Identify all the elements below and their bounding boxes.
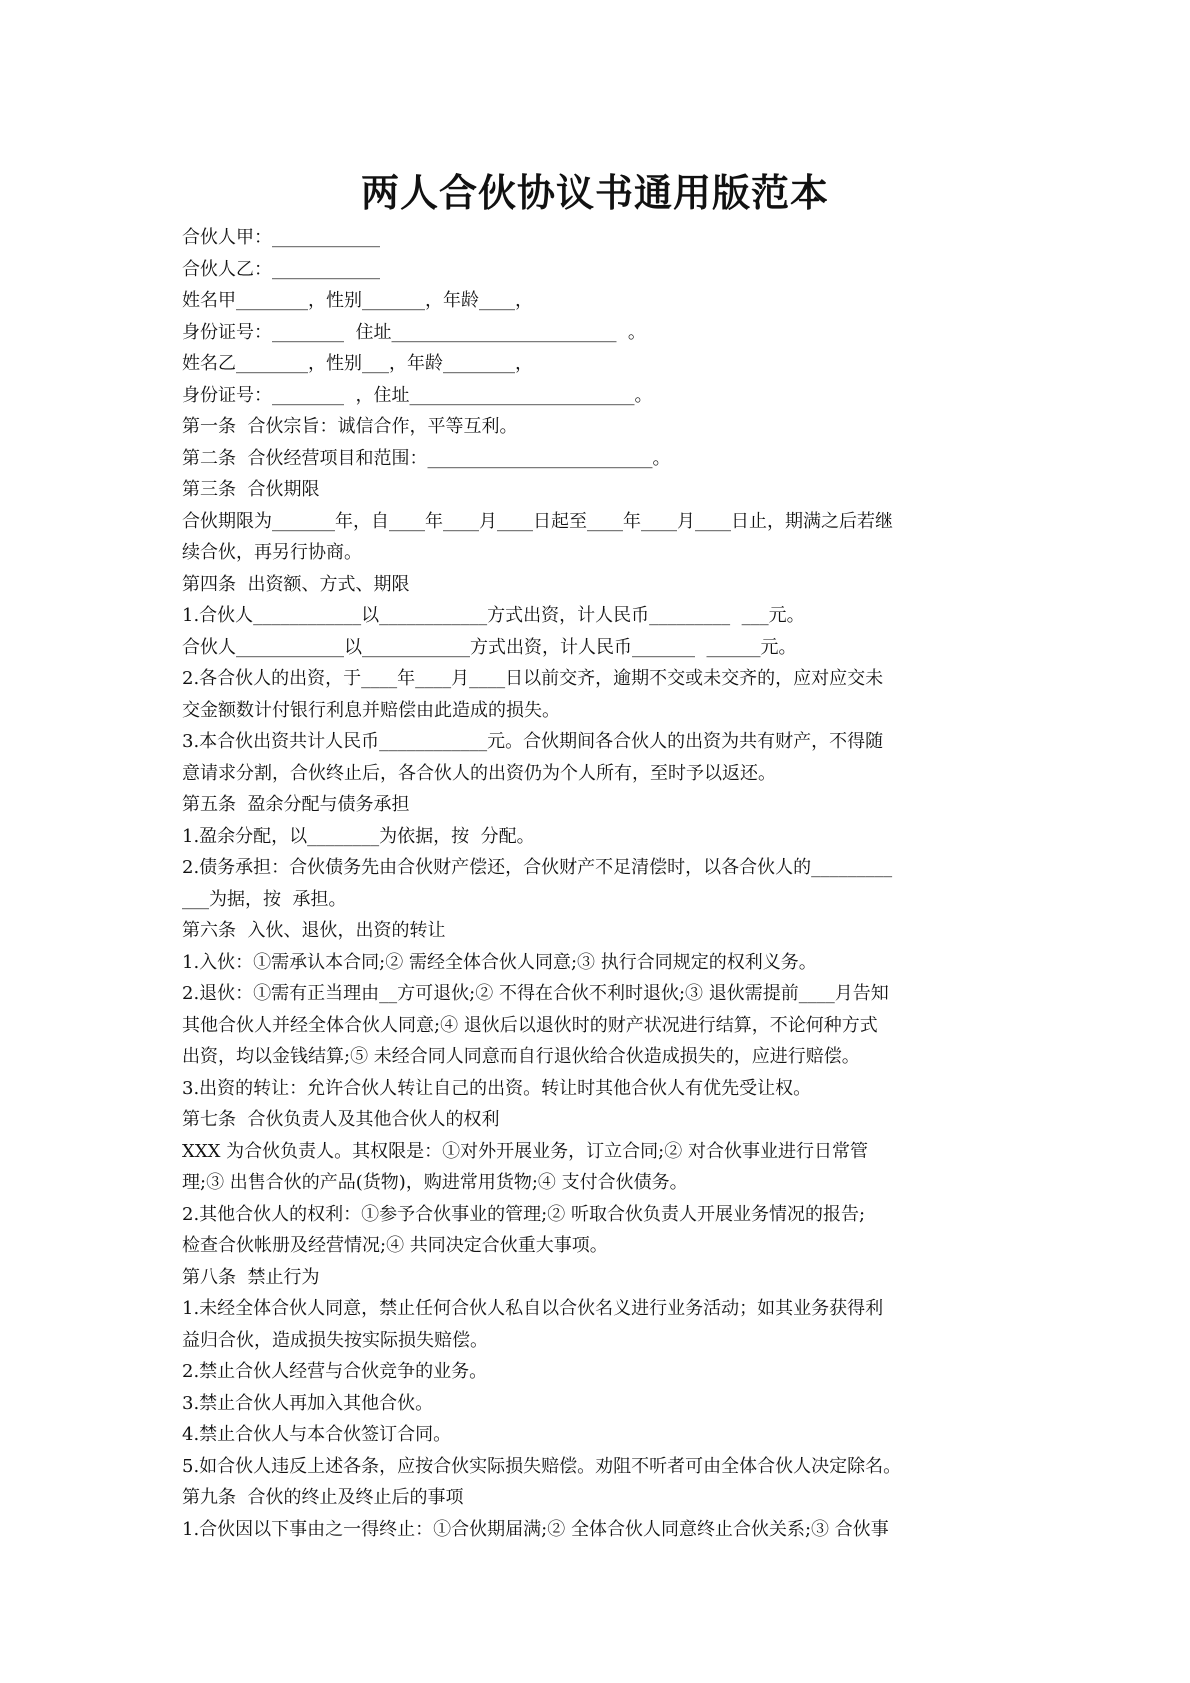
document-line: 合伙人甲：____________ <box>182 227 380 248</box>
document-line: XXX 为合伙负责人。其权限是：①对外开展业务，订立合同;② 对合伙事业进行日常管 <box>182 1140 868 1162</box>
document-line: 4.禁止合伙人与本合伙签订合同。 <box>182 1424 452 1445</box>
document-line: 姓名甲________，性别_______，年龄____， <box>182 290 533 311</box>
document-line: 2.各合伙人的出资，于____年____月____日以前交齐，逾期不交或未交齐的，应对应交未 <box>182 668 884 689</box>
document-line: 合伙人乙：____________ <box>182 258 380 280</box>
document-line: 第九条 合伙的终止及终止后的事项 <box>182 1487 464 1508</box>
document-line: 1.未经全体合伙人同意，禁止任何合伙人私自以合伙名义进行业务活动；如其业务获得利 <box>182 1298 884 1319</box>
document-line: 第三条 合伙期限 <box>182 479 320 500</box>
document-line: 1.合伙因以下事由之一得终止：①合伙期届满;② 全体合伙人同意终止合伙关系;③ 合伙事 <box>182 1518 889 1540</box>
document-line: 第一条 合伙宗旨：诚信合作，平等互利。 <box>182 416 518 437</box>
document-line: 第八条 禁止行为 <box>182 1266 320 1288</box>
document-title: 两人合伙协议书通用版范本 <box>360 171 829 215</box>
document-line: 姓名乙________，性别___，年龄________， <box>182 353 533 374</box>
document-line: 合伙期限为_______年，自____年____月____日起至____年____月____日止，期满之后若继 <box>182 510 893 532</box>
document-line: 交金额数计付银行利息并赔偿由此造成的损失。 <box>182 699 560 721</box>
document-line: 1.盈余分配，以________为依据，按 分配。 <box>182 825 535 847</box>
document-line: ___为据，按 承担。 <box>182 888 347 910</box>
document-line: 2.退伙：①需有正当理由__方可退伙;② 不得在合伙不利时退伙;③ 退伙需提前____月告知 <box>182 983 889 1004</box>
document-line: 身份证号：________ 住址_________________________ 。 <box>182 321 646 343</box>
document-line: 3.本合伙出资共计人民币____________元。合伙期间各合伙人的出资为共有财产，不得随 <box>182 731 884 752</box>
document-line: 2.禁止合伙人经营与合伙竞争的业务。 <box>182 1361 488 1382</box>
document-line: 第四条 出资额、方式、期限 <box>182 573 410 595</box>
document-line: 第五条 盈余分配与债务承担 <box>182 794 410 815</box>
document-line: 第七条 合伙负责人及其他合伙人的权利 <box>182 1109 500 1130</box>
document-line: 出资，均以金钱结算;⑤ 未经合同人同意而自行退伙给合伙造成损失的，应进行赔偿。 <box>182 1046 860 1067</box>
document-line: 身份证号：________ ，住址_________________________。 <box>182 384 653 406</box>
document-line: 合伙人____________以____________方式出资，计人民币_______ ______元。 <box>182 636 797 658</box>
document-line: 其他合伙人并经全体合伙人同意;④ 退伙后以退伙时的财产状况进行结算，不论何种方式 <box>182 1014 878 1036</box>
document-line: 意请求分割，合伙终止后，各合伙人的出资仍为个人所有，至时予以返还。 <box>182 762 776 784</box>
document-line: 3.禁止合伙人再加入其他合伙。 <box>182 1392 434 1414</box>
document-line: 检查合伙帐册及经营情况;④ 共同决定合伙重大事项。 <box>182 1235 608 1256</box>
document-line: 续合伙，再另行协商。 <box>182 542 362 563</box>
document-line: 2.债务承担：合伙债务先由合伙财产偿还，合伙财产不足清偿时，以各合伙人的_________ <box>182 857 893 878</box>
document-line: 第六条 入伙、退伙，出资的转让 <box>182 920 446 941</box>
document-line: 3.出资的转让：允许合伙人转让自己的出资。转让时其他合伙人有优先受让权。 <box>182 1077 812 1099</box>
document-line: 5.如合伙人违反上述各条，应按合伙实际损失赔偿。劝阻不听者可由全体合伙人决定除名。 <box>182 1455 902 1477</box>
document-line: 理;③ 出售合伙的产品(货物)，购进常用货物;④ 支付合伙债务。 <box>182 1172 688 1193</box>
document-line: 益归合伙，造成损失按实际损失赔偿。 <box>182 1329 488 1351</box>
document-body <box>182 222 1020 1545</box>
document-line: 1.入伙：①需承认本合同;② 需经全体合伙人同意;③ 执行合同规定的权利义务。 <box>182 951 817 973</box>
document-line: 1.合伙人____________以____________方式出资，计人民币_________ ___元。 <box>182 605 805 626</box>
document-line: 第二条 合伙经营项目和范围：_________________________。 <box>182 447 671 469</box>
document-line: 2.其他合伙人的权利：①参予合伙事业的管理;② 听取合伙负责人开展业务情况的报告; <box>182 1203 866 1225</box>
